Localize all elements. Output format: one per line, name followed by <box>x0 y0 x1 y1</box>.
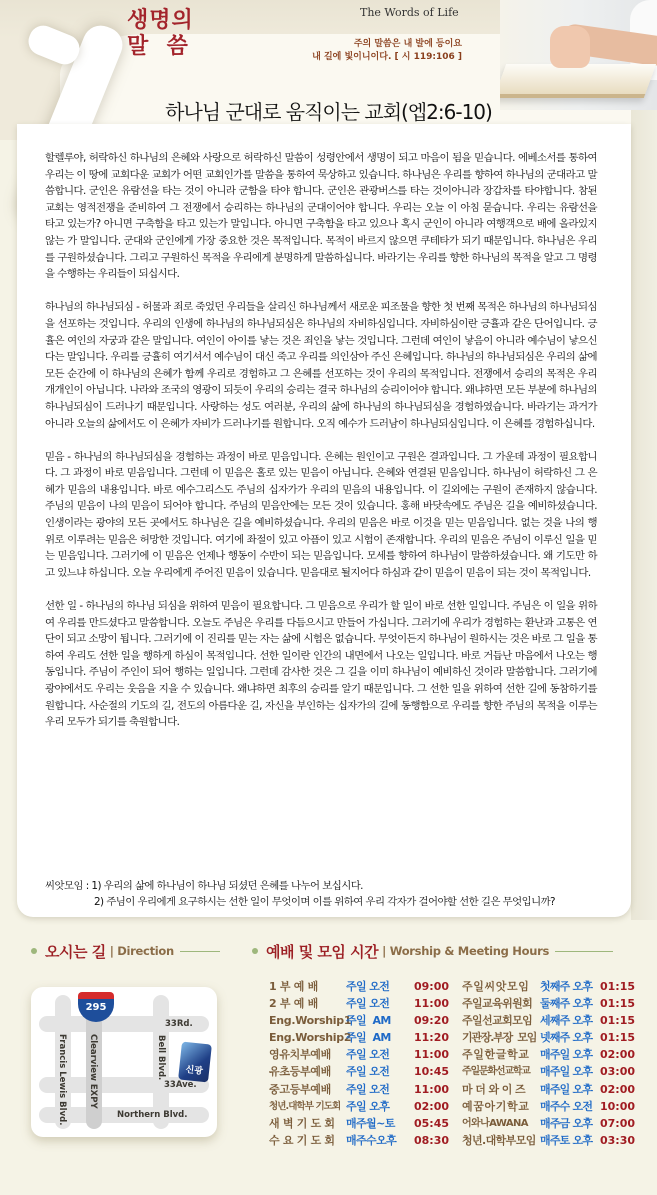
schedule-right-column <box>462 978 635 1149</box>
event-name: 중고등부예배 <box>269 1082 331 1096</box>
sermon-body <box>45 150 597 747</box>
event-day: 주일 오후 <box>346 1099 390 1113</box>
event-day: 매주일 오후 <box>540 1048 593 1062</box>
schedule-title-en: | Worship & Meeting Hours <box>382 944 550 958</box>
event-name: 예 꿈 아 기 학 교 <box>462 1099 528 1113</box>
event-time: 05:45 <box>414 1116 450 1130</box>
event-day: 첫째주 오후 <box>540 980 593 993</box>
event-time: 02:00 <box>414 1099 450 1113</box>
event-day: 매주일 오후 <box>540 1082 593 1096</box>
event-time: 11:00 <box>414 1082 450 1096</box>
subtitle-english: The Words of Life <box>360 6 459 19</box>
schedule-row <box>462 1046 635 1063</box>
event-time: 10:45 <box>414 1065 450 1079</box>
sermon-paragraph: 할렐루야, 허락하신 하나님의 은혜와 사랑으로 허락하신 말씀이 성령안에서 생명이 되고 마음이 됨을 믿습니다. 에베소서를 통하여 우리는 이 땅에 교회다운 교회가 어떤 교회인가를 말씀을 통하여 묵상하고 있습니다. 하나님은 우리를 향하여 하나님의 군대라고 말씀합니다. 군인은 유람선을 타는 것이 아니라 군함을 타야 합니다. 군인은 관광버스를 타는 것이아니라 장갑차를 타야합니다. 참된 교회는 영적전쟁을 준비하여 그 전쟁에서 승리하는 하나님의 군대이어야 합니다. 우리는 오늘 이 아침 묻습니다. 우리는 유람선을 타고 있는가? 아니면 구축함을 타고 있는가 말입니다. 아니면 구축함을 타고 있으나 혹시 군인이 아니라 여행객으로 배에 올라있지 않는 가 말입니다. 군대와 군인에게 가장 중요한 것은 목적입니다. 목적이 바르지 않으면 쿠테타가 되기 때문입니다. 하나님은 우리를 구원하셨습니다. 그리고 구원하신 목적을 우리에게 분명하게 말씀하십니다. 바라기는 우리를 향한 하나님의 목적을 알고 그 명령을 수행하는 우리들이 되십시다. <box>45 152 597 281</box>
event-name: 마 더 와 이 즈 <box>462 1082 526 1096</box>
event-time: 03:30 <box>600 1133 636 1147</box>
logo-line2: 말 씀 <box>127 34 189 59</box>
event-day: 주일 오전 <box>346 980 390 993</box>
seed-meeting-questions <box>45 878 645 910</box>
heading-divider-line <box>555 951 613 952</box>
event-name: 1 부 예 배 <box>269 980 318 993</box>
event-time: 10:00 <box>600 1099 636 1113</box>
sermon-title: 하나님 군대로 움직이는 교회(엡2:6-10) <box>165 100 492 124</box>
event-day: 매주수 오전 <box>540 1099 593 1113</box>
event-name: 수 요 기 도 회 <box>269 1133 335 1147</box>
event-name: Eng.Worship2 <box>269 1031 352 1045</box>
schedule-row <box>462 1132 635 1149</box>
event-time: 02:00 <box>600 1082 636 1096</box>
event-name: 청년.대학부모임 <box>462 1133 536 1147</box>
event-day: 주일 오전 <box>346 1065 390 1079</box>
event-day: 주일 오전 <box>346 1082 390 1096</box>
schedule-heading <box>252 940 613 962</box>
bullet-dot-icon <box>252 948 258 954</box>
event-time: 01:15 <box>600 997 636 1011</box>
seed-question-1: 1) 우리의 삶에 하나님이 하나님 되셨던 은혜를 나누어 보십시다. <box>91 880 363 892</box>
schedule-row <box>269 1012 449 1029</box>
schedule-row <box>269 1081 449 1098</box>
event-day: 매주일 오후 <box>540 1065 593 1079</box>
event-name: 주 일 씨 앗 모 임 <box>462 980 528 993</box>
label-33rd: 33Rd. <box>165 1019 193 1029</box>
event-time: 03:00 <box>600 1065 636 1079</box>
event-time: 07:00 <box>600 1116 636 1130</box>
event-name: 영유치부예배 <box>269 1048 331 1062</box>
event-name: 어와나AWANA <box>462 1117 528 1129</box>
event-time: 01:15 <box>600 1031 636 1045</box>
event-name: 새 벽 기 도 회 <box>269 1116 335 1130</box>
event-time: 01:15 <box>600 1014 636 1028</box>
event-time: 09:20 <box>414 1014 450 1028</box>
bible-verse <box>270 38 462 64</box>
logo-title <box>127 8 194 60</box>
event-name: 주 일 한 글 학 교 <box>462 1048 528 1062</box>
schedule-row <box>269 1115 449 1132</box>
shield-number: 295 <box>78 999 114 1022</box>
direction-title-kr: 오시는 길 <box>45 942 106 961</box>
sermon-paragraph: 믿음 - 하나님의 하나님되심을 경험하는 과정이 바로 믿음입니다. 은혜는 원인이고 구원은 결과입니다. 그 가운데 과정이 필요합니다. 그 과정이 바로 믿음입니다. 그런데 이 믿음은 홀로 있는 믿음이 아닙니다. 은혜와 연결된 믿음입니다. 하나님이 허락하신 그 은혜가 믿음의 내용입니다. 바로 예수그리스도 주님의 십자가가 우리의 믿음의 내용입니다. 이 길외에는 구원이 존재하지 않습니다. 주님의 믿음이 나의 믿음이 되어야 합니다. 주님의 믿음안에는 모든 것이 있습니다. 홍해 바닷속에도 주님은 길을 예비하셨습니다. 인생이라는 광야의 모든 곳에서도 하나님은 길을 예비하셨습니다. 우리의 믿음은 바로 이것을 믿는 믿음입니다. 없는 것을 나의 행위로 이루려는 믿음은 허망한 것입니다. 여기에 좌절이 있고 아픔이 있고 시험이 존재합니다. 우리의 믿음은 주님이 이루신 일을 믿는 믿음입니다. 그러기에 이 믿음은 언제나 행동이 수반이 되는 믿음입니다. 모세를 향하여 하나님이 말씀하셨습니다. 왜 기도만 하고 있느냐 하십니다. 오늘 우리에게 주어진 믿음이 있습니다. 믿음대로 될지어다 하심과 같이 믿음이 믿음이 되는 것이 목적입니다. <box>45 450 597 579</box>
verse-line1: 주의 말씀은 내 발에 등이요 <box>353 39 462 49</box>
bible-icon <box>500 64 656 98</box>
schedule-row <box>462 978 635 995</box>
event-time: 01:15 <box>600 980 636 993</box>
schedule-row <box>462 1012 635 1029</box>
schedule-row <box>269 1098 449 1115</box>
label-33ave: 33Ave. <box>164 1080 197 1090</box>
event-time: 11:00 <box>414 997 450 1011</box>
event-name: 주일교육위원회 <box>462 997 533 1011</box>
schedule-row <box>269 1046 449 1063</box>
event-day: 매주수오후 <box>346 1133 397 1147</box>
event-time: 09:00 <box>414 980 450 993</box>
schedule-row <box>462 1081 635 1098</box>
praying-hands-photo <box>500 0 657 110</box>
event-time: 11:00 <box>414 1048 450 1062</box>
right-edge-shadow <box>631 110 657 920</box>
event-day: 세째주 오후 <box>540 1014 593 1028</box>
schedule-title-kr: 예배 및 모임 시간 <box>266 942 379 961</box>
event-day: 주일 AM <box>346 1031 391 1045</box>
schedule-row <box>462 1098 635 1115</box>
schedule-row <box>462 1063 635 1080</box>
event-time: 02:00 <box>600 1048 636 1062</box>
event-day: 매주월~토 <box>346 1116 395 1130</box>
event-day: 넷째주 오후 <box>540 1031 593 1045</box>
direction-title-en: | Direction <box>109 944 174 958</box>
praying-hands-icon <box>550 26 590 68</box>
sermon-paragraph: 하나님의 하나님되심 - 허물과 죄로 죽었던 우리들을 살리신 하나님께서 새로운 피조물을 향한 첫 번째 목적은 하나님의 하나님되심을 선포하는 것입니다. 우리의 인생에 하나님의 하나님되심은 하나님의 자비하심입니다. 자비하심이란 긍휼과 같은 단어입니다. 긍휼은 여인의 자궁과 같은 말입니다. 여인이 아이를 낳는 것은 죄인을 낳는 것입니다. 그런데 여인이 낳음이 아니라 예수님이 낳으신다는 말입니다. 우리를 긍휼히 여기셔서 예수님이 대신 죽고 우리를 의인삼아 주신 은혜입니다. 하나님의 하나님되심은 우리의 삶에 모든 순간에 이 하나님의 은혜가 함께 우리로 경험하고 그 은혜를 선포하는 것이 우리의 목적입니다. 전쟁에서 승리의 목적은 우리 개개인이 아닙니다. 나라와 조국의 영광이 되듯이 우리의 승리는 결국 하나님의 승리이어야 합니다. 왜냐하면 모든 부분에 하나님의 하나님되심이 드러나기 때문입니다. 사랑하는 성도 여러분, 우리의 삶에 하나님의 하나님되심을 경험하였습니다. 바라기는 과거가 아니라 오늘의 삶에서도 이 은혜가 자비가 드러나기를 원합니다. 오직 예수가 드러남이 하나님되심입니다. 이 은혜를 경험하십니다. <box>45 301 597 430</box>
event-day: 둘째주 오후 <box>540 997 593 1011</box>
event-name: 2 부 예 배 <box>269 997 318 1011</box>
event-time: 08:30 <box>414 1133 450 1147</box>
event-time: 11:20 <box>414 1031 450 1045</box>
label-bell-blvd: Bell Blvd. <box>156 1035 166 1081</box>
interstate-shield-icon <box>78 992 114 1022</box>
event-name: Eng.Worship1 <box>269 1014 352 1028</box>
schedule-row <box>462 1115 635 1132</box>
verse-line2: 내 길에 빛이니이다. [ 시 119:106 ] <box>312 52 462 62</box>
schedule-row <box>269 1063 449 1080</box>
event-name: 기관장.부장 모임 <box>462 1031 537 1045</box>
schedule-left-column <box>269 978 449 1149</box>
event-day: 매주금 오후 <box>540 1116 593 1130</box>
event-day: 주일 오전 <box>346 1048 390 1062</box>
label-francis-lewis: Francis Lewis Blvd. <box>57 1034 67 1126</box>
seed-label: 씨앗모임 : <box>45 880 92 892</box>
schedule-row <box>462 995 635 1012</box>
schedule-row <box>462 1029 635 1046</box>
bullet-dot-icon <box>31 948 37 954</box>
direction-heading <box>31 940 220 962</box>
event-name: 주일문화선교학교 <box>462 1066 530 1078</box>
church-logo-icon: 신광 <box>178 1042 212 1083</box>
sermon-paragraph: 선한 일 - 하나님의 하나님 되심을 위하여 믿음이 필요합니다. 그 믿음으로 우리가 할 일이 바로 선한 일입니다. 주님은 이 일을 위하여 우리를 만드셨다고 말씀합니다. 오늘도 주님은 우리를 다듬으시고 만들어 가십니다. 그러기에 우리가 경험하는 환난과 고통은 연단이 되고 소망이 됩니다. 그러기에 이 진리를 믿는 자는 삶에 시험은 없습니다. 무엇이든지 하나님이 원하시는 것은 바로 그 일을 통하여 우리도 선한 일을 행하게 하심이 목적입니다. 선한 일이란 인간의 내면에서 나오는 일입니다. 바로 거듭난 마음에서 나오는 행동입니다. 주님이 주인이 되어 행하는 일입니다. 그런데 감사한 것은 그 길을 이미 하나님이 예비하신 것이라 말씀합니다. 그러기에 광야에서도 우리는 웃음을 지을 수 있습니다. 왜냐하면 최후의 승리를 알기 때문입니다. 그 선한 일을 위하여 선한 길에 동참하기를 원합니다. 사순절의 기도의 길, 전도의 아름다운 길, 자신을 부인하는 십자가의 길에 동행함으로 우리를 향한 주님의 목적을 이루는 우리 모두가 되기를 축원합니다. <box>45 600 597 729</box>
label-clearview: Clearview EXPY <box>88 1034 98 1109</box>
schedule-row <box>269 995 449 1012</box>
event-day: 매주토 오후 <box>540 1133 593 1147</box>
event-name: 청년.대학부 기도회 <box>269 1100 341 1112</box>
logo-line1: 생명의 <box>127 8 194 33</box>
schedule-row <box>269 1029 449 1046</box>
label-northern: Northern Blvd. <box>117 1110 188 1120</box>
event-name: 유초등부예배 <box>269 1065 331 1079</box>
event-day: 주일 AM <box>346 1014 391 1028</box>
event-name: 주일선교회모임 <box>462 1014 533 1028</box>
heading-divider-line <box>180 951 220 952</box>
schedule-row <box>269 978 449 995</box>
schedule-row <box>269 1132 449 1149</box>
seed-question-2: 2) 주님이 우리에게 요구하시는 선한 일이 무엇이며 이를 위하여 우리 각자가 걸어야할 선한 길은 무엇입니까? <box>94 896 556 908</box>
event-day: 주일 오전 <box>346 997 390 1011</box>
